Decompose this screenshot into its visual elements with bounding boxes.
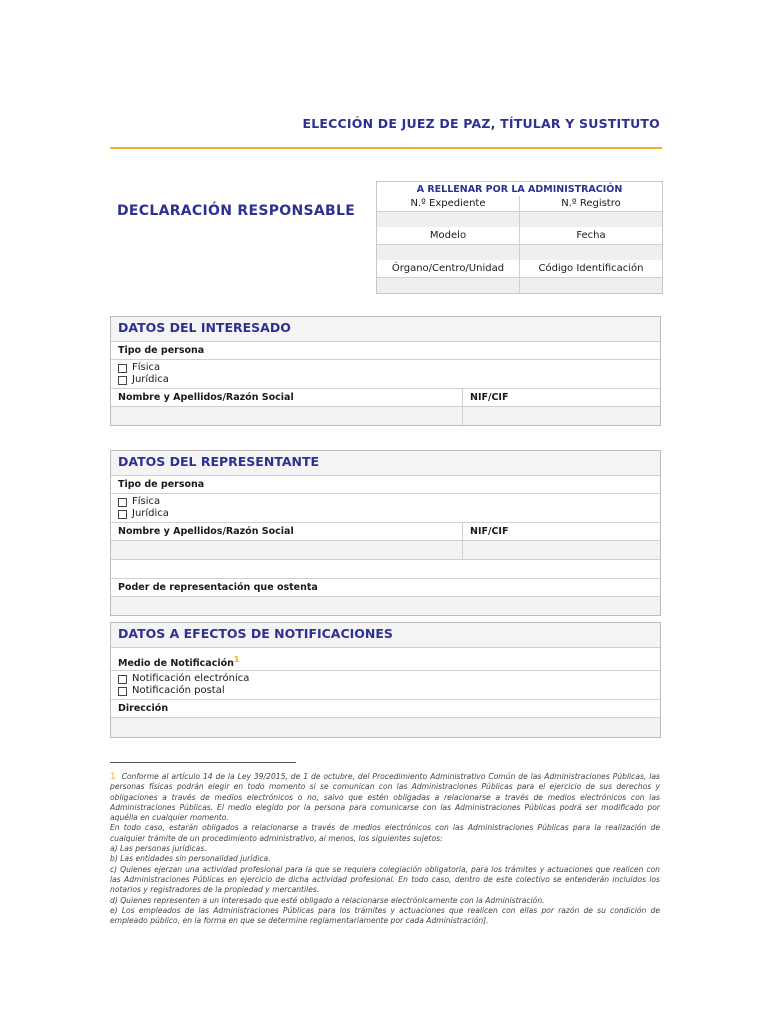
- admin-labels-row-1: [377, 196, 662, 211]
- notificaciones-section: [110, 622, 661, 738]
- expediente-field[interactable]: [377, 211, 519, 227]
- admin-values-row-1: [377, 211, 662, 227]
- footnote-ref: 1: [233, 655, 240, 664]
- interesado-fisica-checkbox[interactable]: [118, 364, 127, 373]
- footnote-line-0: Conforme al artículo 14 de la Ley 39/2015, de 1 de octubre, del Procedimiento Administrativo Común de las Administraciones Públicas, las personas físicas podrán elegir en todo momento si se comunican con las Administraciones Públicas para el ejercicio de sus derechos y obligaciones a través de medios electrónicos o no, salvo que estén obligadas a relacionarse a través de medios electrónicos con las Administraciones Públicas. El medio elegido por la persona para comunicarse con las Administraciones Públicas podrá ser modificado por aquélla en cualquier momento.: [110, 772, 660, 823]
- interesado-tipo-options: [111, 360, 660, 389]
- footnote-number: 1: [110, 772, 116, 782]
- poder-label: Poder de representación que ostenta: [111, 578, 660, 597]
- footnote-line-3: b) Las entidades sin personalidad jurídica.: [110, 854, 271, 864]
- admin-box: [376, 181, 663, 294]
- codigo-label: Código Identificación: [519, 260, 662, 277]
- interesado-name-field[interactable]: [111, 407, 463, 425]
- poder-field[interactable]: [111, 597, 660, 615]
- registro-field[interactable]: [519, 211, 662, 227]
- footnote: [110, 772, 660, 926]
- medio-label-row: [111, 648, 660, 671]
- modelo-field[interactable]: [377, 244, 519, 260]
- representante-nif-label: NIF/CIF: [470, 526, 509, 537]
- admin-values-row-2: [377, 244, 662, 260]
- interesado-fisica-label: Física: [132, 362, 161, 373]
- footnote-divider: [110, 762, 296, 763]
- declaration-heading: DECLARACIÓN RESPONSABLE: [117, 203, 356, 219]
- notificacion-electronica-checkbox[interactable]: [118, 675, 127, 684]
- admin-header: A RELLENAR POR LA ADMINISTRACIÓN: [416, 184, 623, 195]
- representante-tipo-options: [111, 494, 660, 523]
- footnote-line-1: En todo caso, estarán obligados a relacionarse a través de medios electrónicos con las Administraciones Públicas para la realización de cualquier trámite de un procedimiento administrativo, al menos, los siguientes sujetos:: [110, 823, 660, 843]
- modelo-label: Modelo: [377, 227, 519, 244]
- medio-label: Medio de Notificación: [118, 658, 234, 670]
- interesado-nif-label: NIF/CIF: [470, 392, 509, 403]
- fecha-label: Fecha: [519, 227, 662, 244]
- representante-name-row: [111, 523, 660, 541]
- organo-label: Órgano/Centro/Unidad: [377, 260, 519, 277]
- representante-name-label: Nombre y Apellidos/Razón Social: [111, 523, 463, 540]
- representante-heading: DATOS DEL REPRESENTANTE: [111, 451, 660, 476]
- representante-tipo-label: Tipo de persona: [111, 476, 660, 494]
- representante-fisica-label: Física: [132, 496, 161, 507]
- notificacion-postal-label: Notificación postal: [132, 685, 225, 696]
- registro-label: N.º Registro: [519, 196, 662, 211]
- representante-juridica-checkbox[interactable]: [118, 510, 127, 519]
- interesado-name-row: [111, 389, 660, 407]
- representante-juridica-label: Jurídica: [132, 508, 169, 519]
- direccion-label: Dirección: [111, 700, 660, 718]
- interesado-heading: DATOS DEL INTERESADO: [111, 317, 660, 342]
- representante-section: [110, 450, 661, 616]
- footnote-line-6: e) Los empleados de las Administraciones Públicas para los trámites y actuaciones que realicen con ellas por razón de su condición de empleado público, en la forma en que se determine reglamentariamente por cada Administración].: [110, 905, 660, 926]
- admin-values-row-3: [377, 277, 662, 293]
- interesado-section: [110, 316, 661, 426]
- codigo-field[interactable]: [519, 277, 662, 293]
- interesado-juridica-checkbox[interactable]: [118, 376, 127, 385]
- admin-labels-row-3: [377, 260, 662, 277]
- medio-options: [111, 671, 660, 700]
- representante-values-row: [111, 541, 660, 560]
- notificacion-electronica-label: Notificación electrónica: [132, 673, 250, 684]
- footnote-line-5: d) Quienes representen a un interesado que esté obligado a relacionarse electrónicamente con la Administración.: [110, 895, 545, 905]
- interesado-juridica-label: Jurídica: [132, 374, 169, 385]
- fecha-field[interactable]: [519, 244, 662, 260]
- representante-fisica-checkbox[interactable]: [118, 498, 127, 507]
- footnote-line-2: a) Las personas jurídicas.: [110, 844, 207, 854]
- organo-field[interactable]: [377, 277, 519, 293]
- title-divider: [110, 147, 662, 149]
- interesado-values-row: [111, 407, 660, 425]
- footnote-line-4: c) Quienes ejerzan una actividad profesional para la que se requiera colegiación obligatoria, para los trámites y actuaciones que realicen con las Administraciones Públicas en ejercicio de dicha actividad profesional. En todo caso, dentro de este colectivo se entenderán incluidos los notarios y registradores de la propiedad y mercantiles.: [110, 864, 660, 895]
- admin-labels-row-2: [377, 227, 662, 244]
- notificacion-postal-checkbox[interactable]: [118, 687, 127, 696]
- notificaciones-heading: DATOS A EFECTOS DE NOTIFICACIONES: [111, 623, 660, 648]
- interesado-tipo-label: Tipo de persona: [111, 342, 660, 360]
- direccion-field[interactable]: [111, 718, 660, 737]
- representante-nif-field[interactable]: [463, 541, 660, 559]
- interesado-nif-field[interactable]: [463, 407, 660, 425]
- representante-spacer: [111, 560, 660, 578]
- representante-name-field[interactable]: [111, 541, 463, 559]
- document-title: ELECCIÓN DE JUEZ DE PAZ, TÍTULAR Y SUSTITUTO: [302, 116, 660, 131]
- interesado-name-label: Nombre y Apellidos/Razón Social: [111, 389, 463, 406]
- expediente-label: N.º Expediente: [410, 198, 486, 209]
